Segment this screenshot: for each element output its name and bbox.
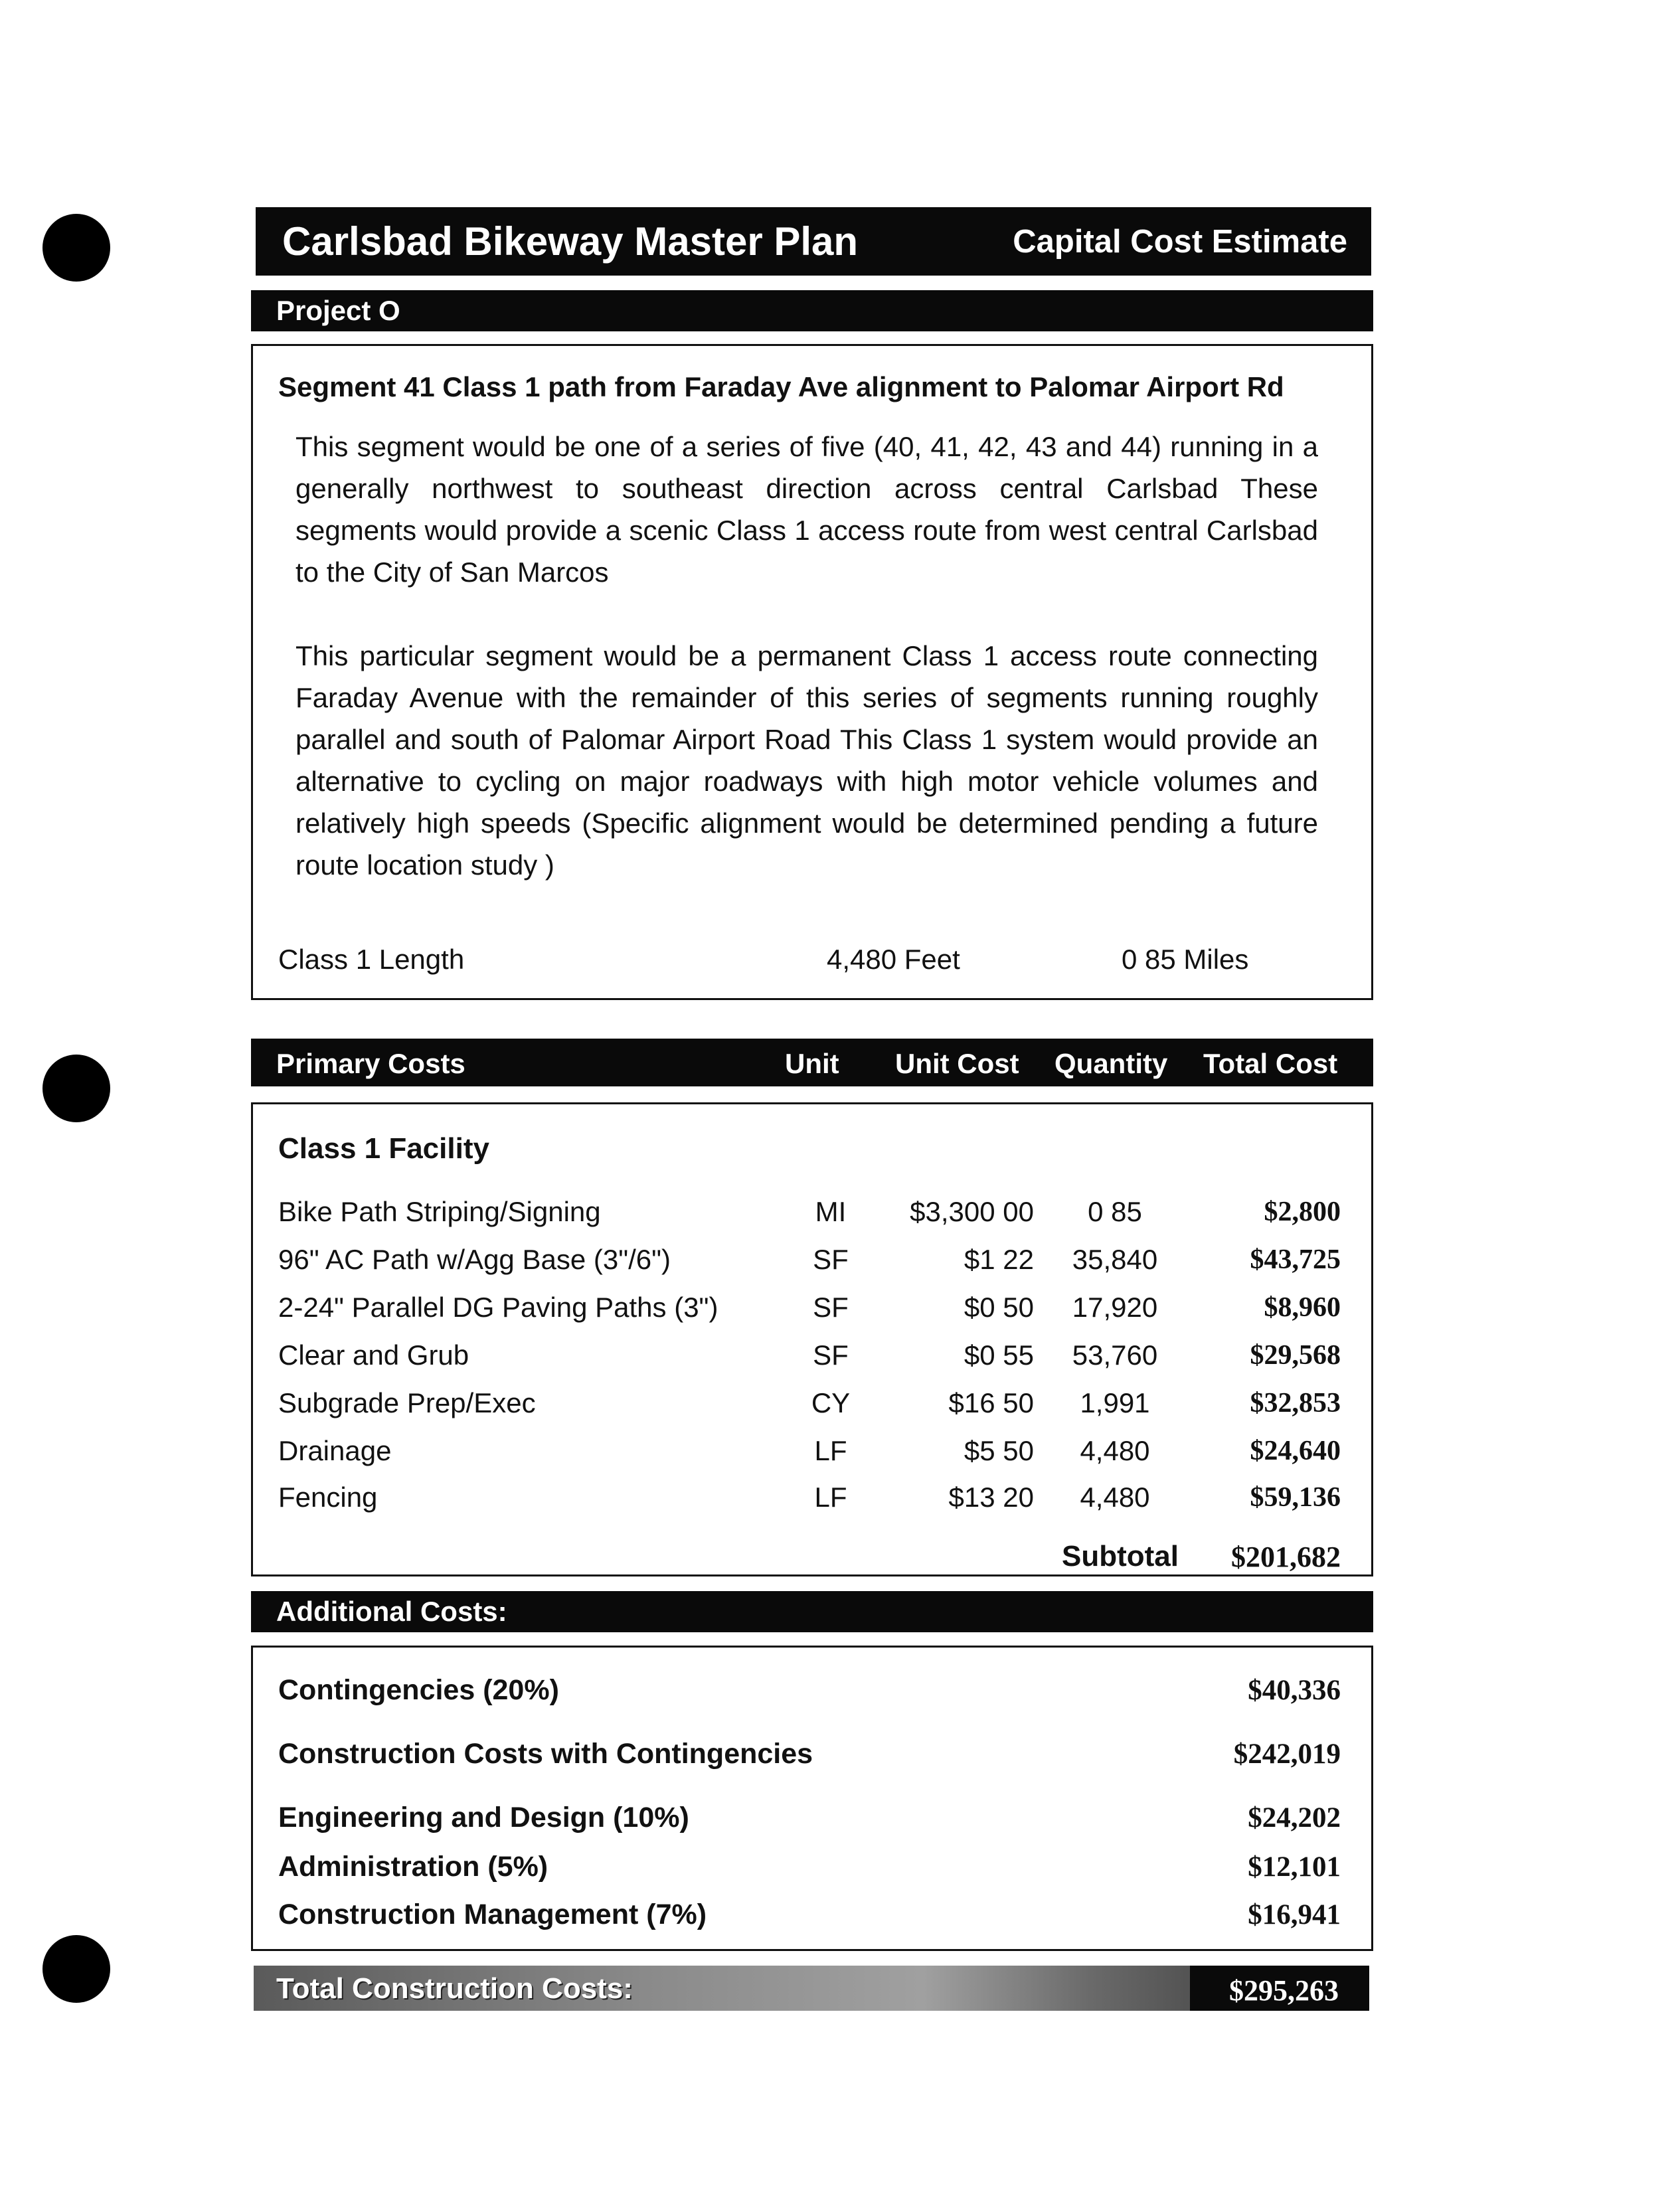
- table-row: [253, 1196, 1371, 1238]
- binder-hole-bottom: [42, 1935, 110, 2003]
- subtotal-value: $201,682: [1231, 1541, 1341, 1573]
- item-total: $43,725: [1250, 1244, 1341, 1275]
- item-unit-cost: $5 50: [964, 1435, 1034, 1466]
- length-miles: 0 85 Miles: [1122, 944, 1249, 975]
- item-unit: CY: [811, 1387, 851, 1418]
- additional-cost-label: Administration (5%): [278, 1851, 548, 1883]
- item-unit: SF: [813, 1339, 849, 1371]
- item-unit: LF: [814, 1435, 847, 1466]
- item-name: Subgrade Prep/Exec: [278, 1387, 536, 1418]
- item-quantity: 53,760: [1072, 1339, 1158, 1371]
- item-total: $59,136: [1250, 1482, 1341, 1513]
- item-unit: MI: [815, 1196, 847, 1227]
- unit-cost-header: Unit Cost: [895, 1048, 1019, 1079]
- item-quantity: 35,840: [1072, 1244, 1158, 1275]
- primary-costs-label: Primary Costs: [276, 1048, 465, 1079]
- additional-cost-row: [278, 1899, 1341, 1941]
- item-unit: SF: [813, 1244, 849, 1275]
- item-total: $32,853: [1250, 1388, 1341, 1418]
- additional-costs-box: [251, 1646, 1373, 1951]
- item-quantity: 1,991: [1080, 1387, 1150, 1418]
- length-row: [278, 944, 1345, 983]
- unit-header: Unit: [785, 1048, 839, 1079]
- item-unit: LF: [814, 1482, 847, 1513]
- item-unit-cost: $3,300 00: [910, 1196, 1034, 1227]
- item-name: Bike Path Striping/Signing: [278, 1196, 601, 1227]
- segment-description-box: [251, 344, 1373, 1000]
- length-feet: 4,480 Feet: [827, 944, 960, 975]
- item-unit: SF: [813, 1292, 849, 1323]
- additional-cost-label: Construction Costs with Contingencies: [278, 1738, 813, 1770]
- table-row: [253, 1435, 1371, 1478]
- total-cost-header: Total Cost: [1203, 1048, 1338, 1079]
- item-name: Fencing: [278, 1482, 378, 1513]
- additional-cost-value: $242,019: [1233, 1739, 1341, 1770]
- total-construction-costs-bar: [254, 1966, 1369, 2011]
- table-row: [253, 1387, 1371, 1430]
- item-quantity: 0 85: [1088, 1196, 1142, 1227]
- project-label: Project O: [276, 295, 400, 326]
- item-name: 2-24" Parallel DG Paving Paths (3"): [278, 1292, 718, 1323]
- segment-paragraph-1: This segment would be one of a series of five (40, 41, 42, 43 and 44) running in a generally northwest to southeast direction across central Carlsbad These segments would provide a scenic Class 1 access route from west central Carlsbad to the City of San Marcos: [295, 431, 1318, 588]
- item-name: Clear and Grub: [278, 1339, 469, 1371]
- item-unit-cost: $0 55: [964, 1339, 1034, 1371]
- item-unit-cost: $0 50: [964, 1292, 1034, 1323]
- table-row: [253, 1244, 1371, 1286]
- segment-paragraph-2: This particular segment would be a permanent Class 1 access route connecting Faraday Avenue with the remainder of this series of segments running roughly parallel and south of Palomar Airport Road This Class 1 system would provide an alternative to cycling on major roadways with high motor vehicle volumes and relatively high speeds (Specific alignment would be determined pending a future route location study ): [295, 640, 1318, 881]
- total-value: $295,263: [1229, 1974, 1339, 2007]
- primary-costs-box: [251, 1102, 1373, 1576]
- primary-costs-header: [251, 1039, 1373, 1086]
- project-bar: [251, 290, 1373, 331]
- additional-costs-header: [251, 1591, 1373, 1632]
- item-total: $29,568: [1250, 1340, 1341, 1371]
- item-total: $8,960: [1264, 1292, 1341, 1323]
- table-row: [253, 1339, 1371, 1382]
- binder-hole-top: [42, 214, 110, 282]
- additional-cost-value: $16,941: [1248, 1899, 1341, 1930]
- item-unit-cost: $16 50: [948, 1387, 1034, 1418]
- item-unit-cost: $13 20: [948, 1482, 1034, 1513]
- additional-cost-row: [278, 1802, 1341, 1844]
- total-label: Total Construction Costs:: [276, 1972, 633, 2005]
- additional-cost-label: Engineering and Design (10%): [278, 1802, 689, 1833]
- additional-cost-row: [278, 1851, 1341, 1893]
- table-row: [253, 1292, 1371, 1334]
- item-name: Drainage: [278, 1435, 392, 1466]
- item-unit-cost: $1 22: [964, 1244, 1034, 1275]
- binder-hole-middle: [42, 1055, 110, 1122]
- additional-cost-label: Construction Management (7%): [278, 1899, 707, 1930]
- additional-cost-row: [278, 1738, 1341, 1780]
- additional-cost-value: $12,101: [1248, 1851, 1341, 1883]
- item-quantity: 4,480: [1080, 1482, 1150, 1513]
- item-total: $2,800: [1264, 1197, 1341, 1227]
- total-value-box: [1190, 1966, 1369, 2011]
- segment-title: Segment 41 Class 1 path from Faraday Ave alignment to Palomar Airport Rd: [278, 371, 1284, 402]
- length-label: Class 1 Length: [278, 944, 465, 975]
- additional-cost-row: [278, 1674, 1341, 1717]
- additional-cost-label: Contingencies (20%): [278, 1674, 559, 1706]
- additional-cost-value: $24,202: [1248, 1802, 1341, 1833]
- facility-heading: Class 1 Facility: [278, 1132, 489, 1165]
- item-total: $24,640: [1250, 1436, 1341, 1466]
- additional-cost-value: $40,336: [1248, 1675, 1341, 1706]
- subtotal-label: Subtotal: [1062, 1540, 1179, 1572]
- item-quantity: 17,920: [1072, 1292, 1158, 1323]
- document-title: Carlsbad Bikeway Master Plan: [282, 219, 859, 264]
- item-quantity: 4,480: [1080, 1435, 1150, 1466]
- quantity-header: Quantity: [1054, 1048, 1168, 1079]
- item-name: 96" AC Path w/Agg Base (3"/6"): [278, 1244, 671, 1275]
- title-bar: [256, 207, 1371, 276]
- document-subtitle: Capital Cost Estimate: [1013, 223, 1347, 260]
- table-row: [253, 1482, 1371, 1524]
- additional-costs-label: Additional Costs:: [276, 1596, 507, 1627]
